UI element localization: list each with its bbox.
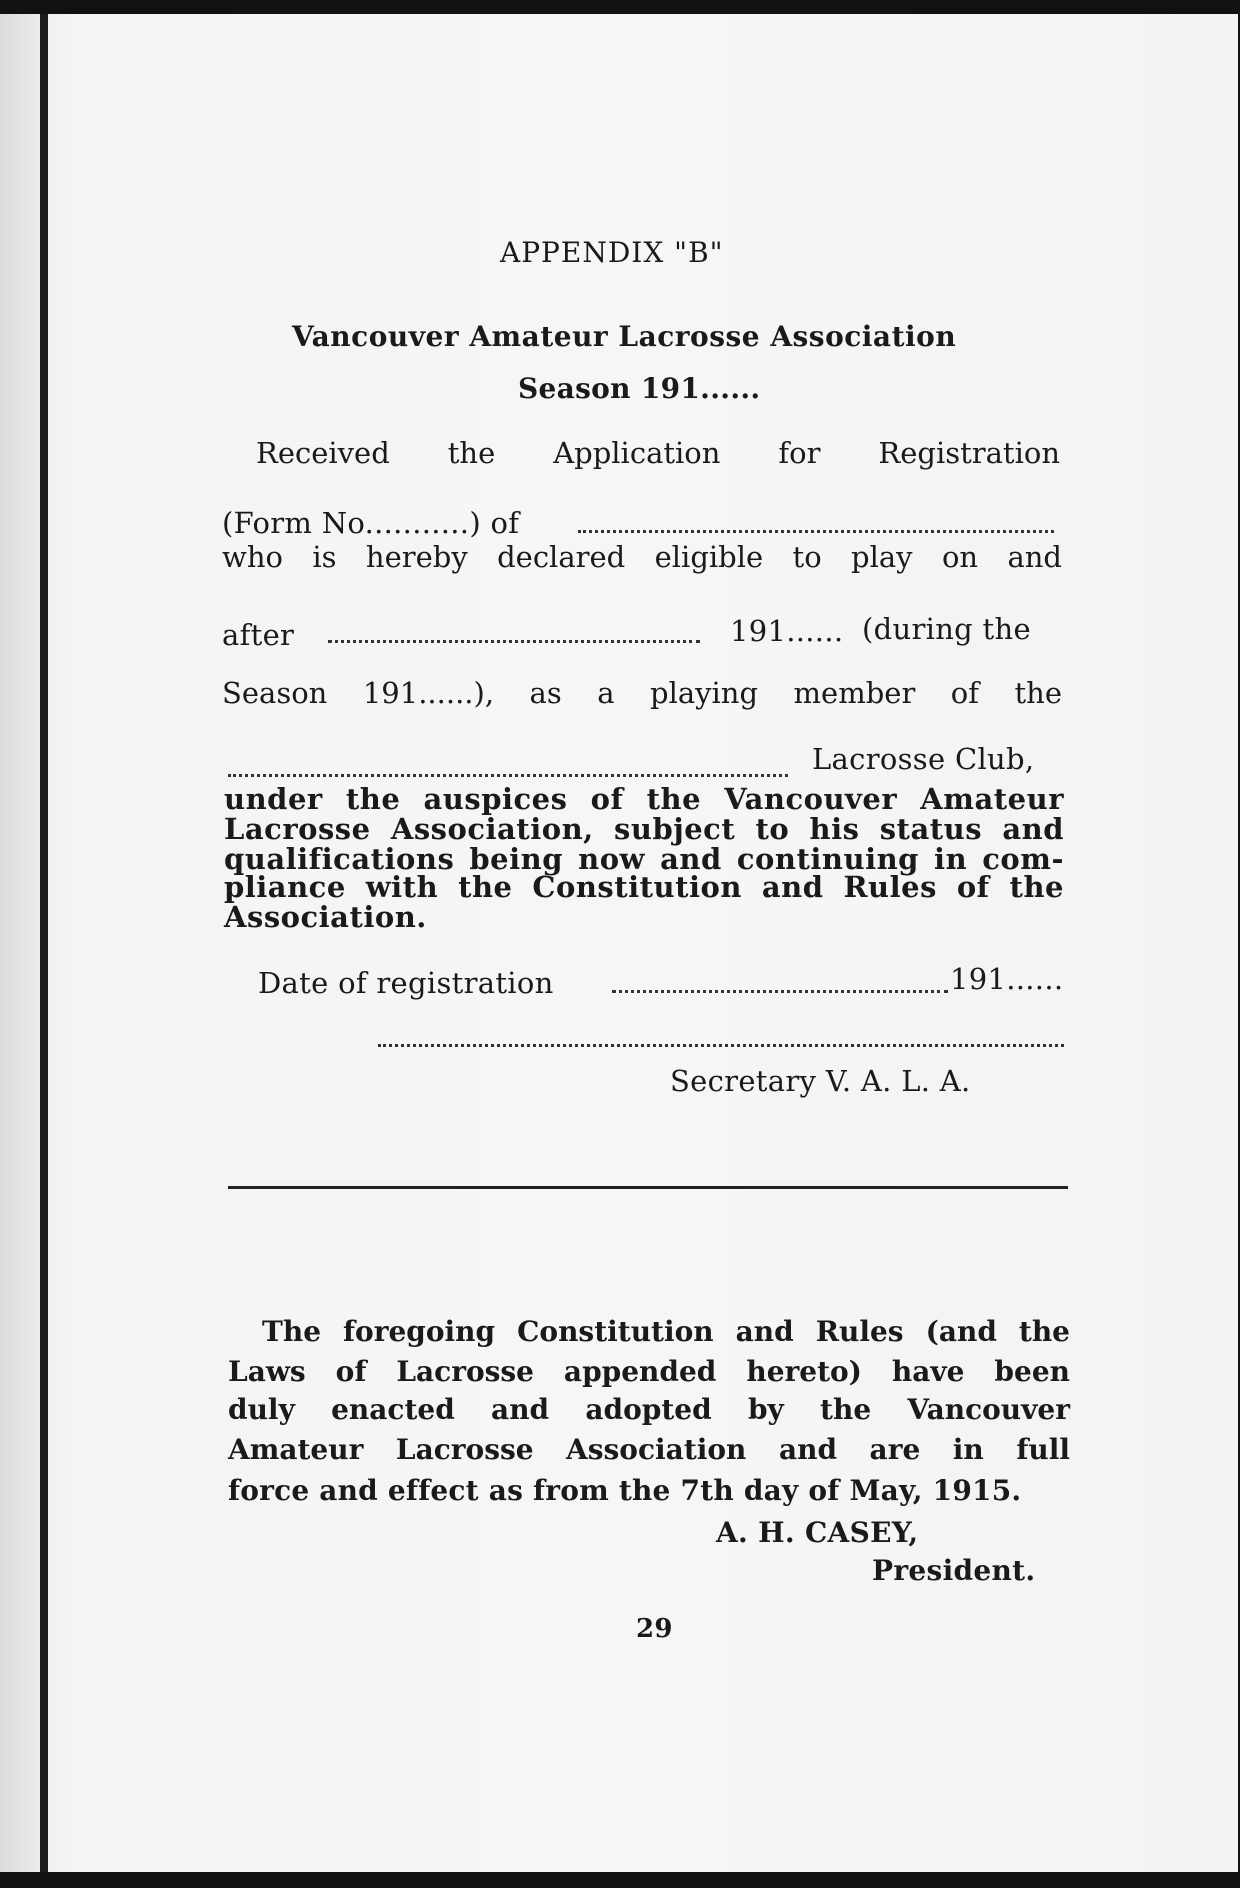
signatory-title: President.: [872, 1554, 1036, 1587]
closing-line-1: The foregoing Constitution and Rules (and the: [262, 1315, 1070, 1348]
auspices-line-1: under the auspices of the Vancouver Amateur: [224, 782, 1064, 816]
section-divider: [228, 1186, 1068, 1189]
date-label: Date of registration: [258, 966, 554, 1000]
association-title: Vancouver Amateur Lacrosse Association: [292, 320, 957, 353]
secretary-signature-blank: [378, 1044, 1064, 1047]
page-number: 29: [636, 1614, 673, 1644]
eligible-line: who is hereby declared eligible to play on and: [222, 540, 1062, 574]
after-label: after: [222, 618, 295, 652]
auspices-line-4: pliance with the Constitution and Rules of the: [224, 870, 1064, 904]
club-blank: [228, 774, 788, 777]
date-blank: [612, 990, 948, 993]
closing-line-2: Laws of Lacrosse appended hereto) have been: [228, 1355, 1070, 1388]
after-date-blank: [328, 640, 700, 643]
club-label: Lacrosse Club,: [812, 742, 1035, 776]
season-line: Season 191......), as a playing member of the: [222, 676, 1062, 710]
date-year: 191......: [950, 962, 1064, 996]
auspices-line-5: Association.: [224, 900, 427, 934]
during-label: (during the: [862, 612, 1031, 646]
auspices-line-2: Lacrosse Association, subject to his status and: [224, 812, 1064, 846]
secretary-label: Secretary V. A. L. A.: [670, 1064, 971, 1098]
form-no-label: (Form No...........) of: [222, 506, 520, 540]
received-line: Received the Application for Registration: [256, 436, 1060, 470]
signatory-name: A. H. CASEY,: [716, 1516, 919, 1549]
closing-line-5: force and effect as from the 7th day of May, 1915.: [228, 1474, 1022, 1507]
name-blank: [578, 530, 1054, 533]
binding-margin: [0, 14, 40, 1872]
season-heading: Season 191......: [518, 372, 761, 405]
binding-edge: [40, 14, 48, 1872]
appendix-title: APPENDIX "B": [500, 236, 724, 269]
closing-line-3: duly enacted and adopted by the Vancouver: [228, 1393, 1070, 1426]
closing-line-4: Amateur Lacrosse Association and are in full: [228, 1433, 1070, 1466]
document-page: [0, 14, 1238, 1872]
after-year: 191......: [730, 614, 844, 648]
auspices-line-3: qualifications being now and continuing in com-: [224, 842, 1064, 876]
